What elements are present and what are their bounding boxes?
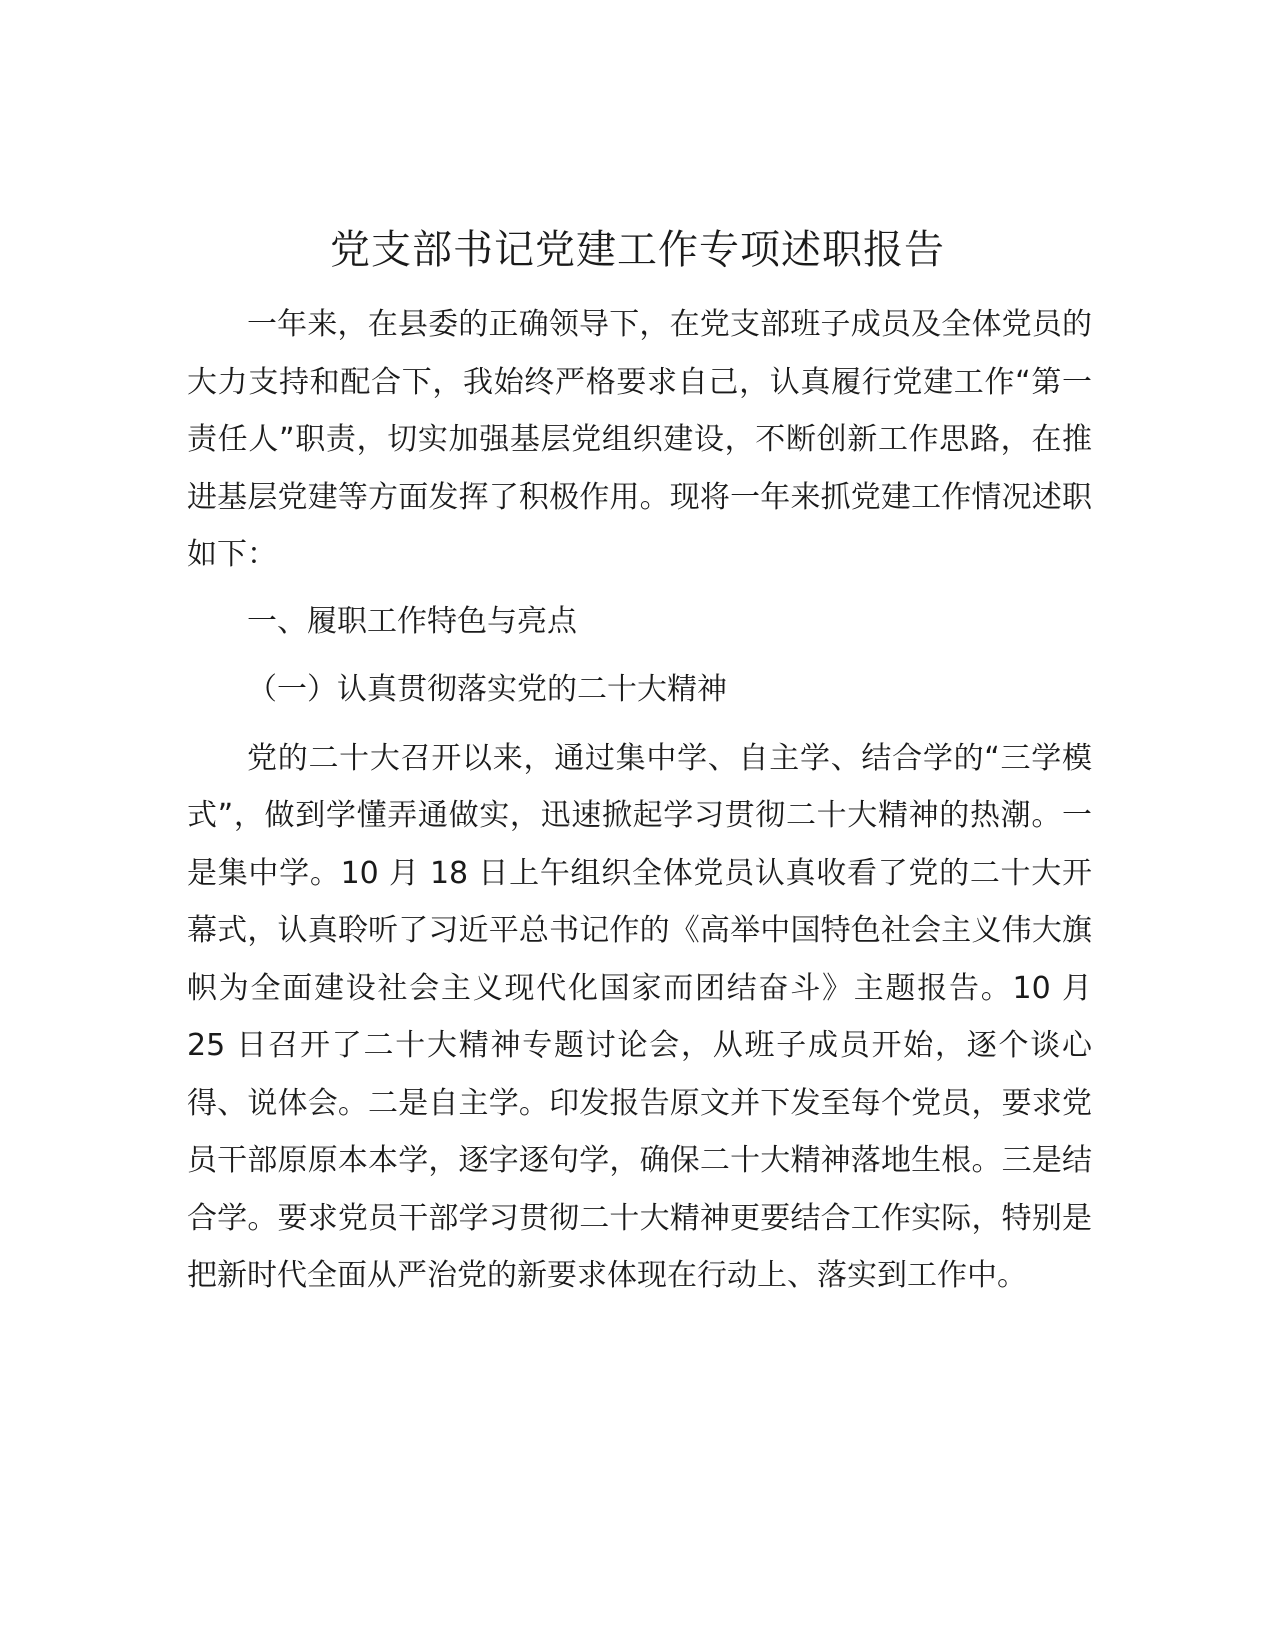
document-title: 党支部书记党建工作专项述职报告 bbox=[330, 227, 945, 273]
subsection-body-paragraph: 党的二十大召开以来，通过集中学、自主学、结合学的“三学模式”，做到学懂弄通做实，迅速掀起学习贯彻二十大精神的热潮。一是集中学。10 月 18 日上午组织全体党员认真收看了党的二十大开幕式，认真聆听了习近平总书记作的《高举中国特色社会主义伟大旗帜为全面建设社会主义现代化国家而团结奋斗》主题报告。10 月 25 日召开了二十大精神专题讨论会，从班子成员开始，逐个谈心得、说体会。二是自主学。印发报告原文并下发至每个党员，要求党员干部原原本本学，逐字逐句学，确保二十大精神落地生根。三是结合学。要求党员干部学习贯彻二十大精神更要结合工作实际，特别是把新时代全面从严治党的新要求体现在行动上、落实到工作中。 bbox=[187, 740, 1092, 1293]
document-body bbox=[187, 296, 1092, 1305]
intro-paragraph: 一年来，在县委的正确领导下，在党支部班子成员及全体党员的大力支持和配合下，我始终严格要求自己，认真履行党建工作“第一责任人”职责，切实加强基层党组织建设，不断创新工作思路，在推进基层党建等方面发挥了积极作用。现将一年来抓党建工作情况述职如下： bbox=[187, 307, 1092, 572]
section-heading: 一、履职工作特色与亮点 bbox=[247, 603, 577, 639]
subsection-heading: （一）认真贯彻落实党的二十大精神 bbox=[247, 672, 727, 707]
